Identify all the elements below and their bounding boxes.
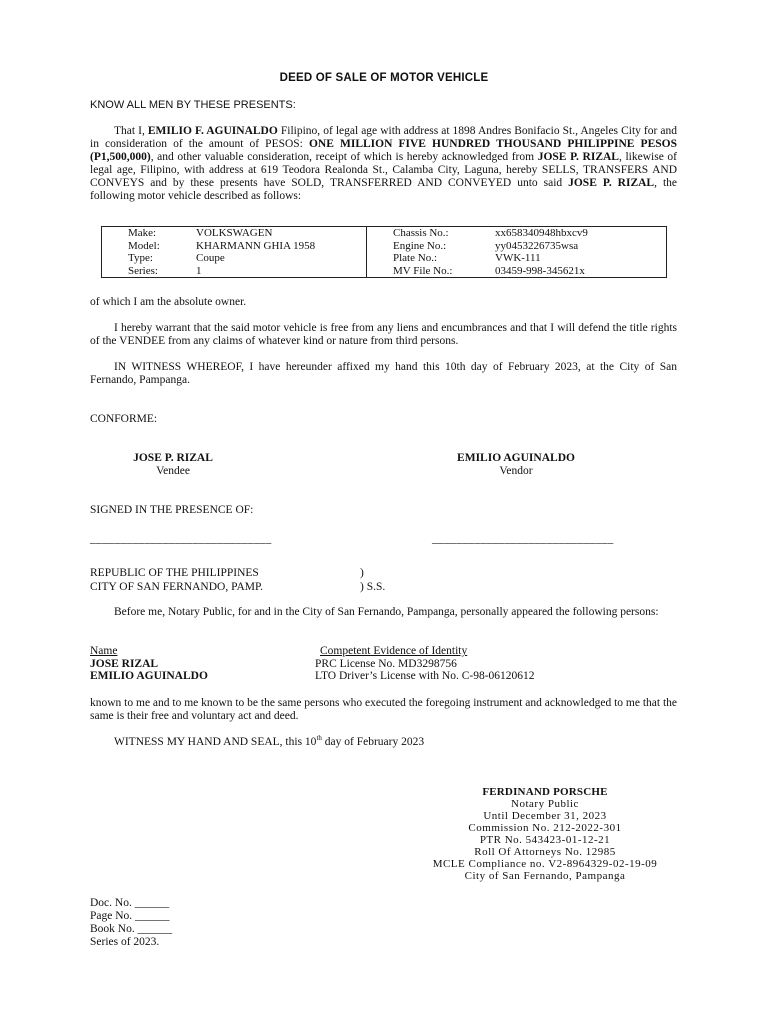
vehicle-value: Coupe	[190, 252, 367, 265]
witness-signature-line-2: ______________________________	[432, 533, 614, 545]
id-header-name: Name	[90, 645, 118, 657]
id-evidence: LTO Driver’s License with No. C-98-06120612	[315, 670, 535, 682]
vehicle-label: Chassis No.:	[367, 227, 490, 240]
docket-block	[90, 897, 172, 949]
vehicle-label: Engine No.:	[393, 239, 447, 252]
vehicle-details-table	[101, 226, 667, 278]
hand-and-seal-line: WITNESS MY HAND AND SEAL, this 10th day of February 2023	[114, 734, 425, 748]
presence-label: SIGNED IN THE PRESENCE OF:	[90, 504, 254, 516]
notary-name: FERDINAND PORSCHE	[482, 786, 608, 798]
acknowledgment-paragraph: known to me and to me known to be the same persons who executed the foregoing instrument and acknowledged to me that the same is their free and voluntary act and deed.	[90, 697, 677, 722]
buyer-name-repeat: JOSE P. RIZAL	[568, 177, 655, 190]
id-name: EMILIO AGUINALDO	[90, 670, 208, 682]
table-row	[102, 240, 667, 253]
table-row	[102, 252, 667, 265]
table-row	[102, 265, 667, 278]
notary-line: MCLE Compliance no. V2-8964329-02-19-09	[432, 858, 658, 870]
sale-amount: ONE MILLION FIVE HUNDRED THOUSAND PHILIPPINE PESOS (P1,500,000)	[90, 138, 677, 164]
witness-signature-line-1: ______________________________	[90, 533, 272, 545]
notary-appearance-paragraph: Before me, Notary Public, for and in the City of San Fernando, Pampanga, personally appeared the following persons:	[114, 606, 659, 618]
vehicle-value: yy0453226735wsa	[489, 240, 667, 253]
vendor-signature-block	[430, 452, 602, 478]
conforme-label: CONFORME:	[90, 413, 158, 425]
vehicle-value: xx658340948hbxcv9	[489, 227, 667, 240]
docket-doc-no: Doc. No. ______	[90, 897, 170, 909]
vehicle-label: Series:	[102, 265, 191, 278]
vendee-role: Vendee	[156, 465, 190, 477]
vehicle-label: Type:	[102, 252, 191, 265]
intro-heading: KNOW ALL MEN BY THESE PRESENTS:	[90, 99, 296, 111]
notary-line: City of San Fernando, Pampanga	[464, 870, 626, 882]
notary-line: Roll Of Attorneys No. 12985	[474, 846, 616, 858]
buyer-name: JOSE P. RIZAL	[537, 151, 619, 164]
vendor-role: Vendor	[499, 465, 533, 477]
ownership-statement: of which I am the absolute owner.	[90, 296, 247, 308]
seller-name: EMILIO F. AGUINALDO	[147, 125, 278, 137]
docket-page-no: Page No. ______	[90, 910, 170, 922]
vehicle-label: Make:	[102, 227, 191, 240]
sale-paragraph: That I, EMILIO F. AGUINALDO Filipino, of legal age with address at 1898 Andres Bonifacio St., Angeles City for and in consideration of the amount of PESOS: ONE MILLION FIVE HUNDRED THOUSAND PHILIPPINE PESOS (P1,500,000), and other valuable consideration, receipt of which is hereby acknowledged from JOSE P. RIZAL, likewise of legal age, Filipino, with address at 619 Teodora Realonda St., Calamba City, Laguna, hereby SELLS, TRANSFERS AND CONVEYS and by these presents have SOLD, TRANSFERRED AND CONVEYED unto said JOSE P. RIZAL, the following motor vehicle described as follows:	[90, 125, 678, 203]
vehicle-label: Plate No.:	[393, 252, 437, 264]
vehicle-value: 03459-998-345621x	[489, 265, 667, 278]
vendor-name: EMILIO AGUINALDO	[457, 452, 575, 464]
vehicle-value: 1	[190, 265, 367, 278]
id-header-evidence: Competent Evidence of Identity	[320, 645, 468, 657]
witness-paragraph: IN WITNESS WHEREOF, I have hereunder affixed my hand this 10th day of February 2023, at the City of San Fernando, Pampanga.	[90, 361, 677, 386]
docket-book-no: Book No. ______	[90, 923, 173, 935]
notary-line: Until December 31, 2023	[483, 810, 607, 822]
venue-paren: )	[360, 567, 364, 579]
vehicle-label: MV File No.:	[367, 265, 490, 278]
notary-line: Notary Public	[511, 798, 579, 810]
document-title: DEED OF SALE OF MOTOR VEHICLE	[279, 72, 489, 84]
vendee-signature-block	[100, 452, 246, 478]
venue-ss: ) S.S.	[360, 581, 386, 593]
table-row	[102, 227, 667, 240]
id-evidence: PRC License No. MD3298756	[315, 658, 457, 670]
vehicle-value: VWK-111	[489, 252, 667, 265]
notary-block	[380, 786, 710, 882]
vehicle-label: Model:	[102, 240, 191, 253]
warranty-paragraph: I hereby warrant that the said motor vehicle is free from any liens and encumbrances and that I will defend the title rights of the VENDEE from any claims of whatever kind or nature from third persons.	[90, 322, 677, 347]
vehicle-value: VOLKSWAGEN	[190, 227, 367, 240]
docket-series: Series of 2023.	[90, 936, 160, 948]
venue-republic: REPUBLIC OF THE PHILIPPINES	[90, 567, 259, 579]
vendee-name: JOSE P. RIZAL	[133, 452, 213, 464]
vehicle-value: KHARMANN GHIA 1958	[190, 240, 367, 253]
id-name: JOSE RIZAL	[90, 658, 159, 670]
notary-line: Commission No. 212-2022-301	[468, 822, 622, 834]
venue-city: CITY OF SAN FERNANDO, PAMP.	[90, 581, 263, 593]
notary-line: PTR No. 543423-01-12-21	[479, 834, 611, 846]
